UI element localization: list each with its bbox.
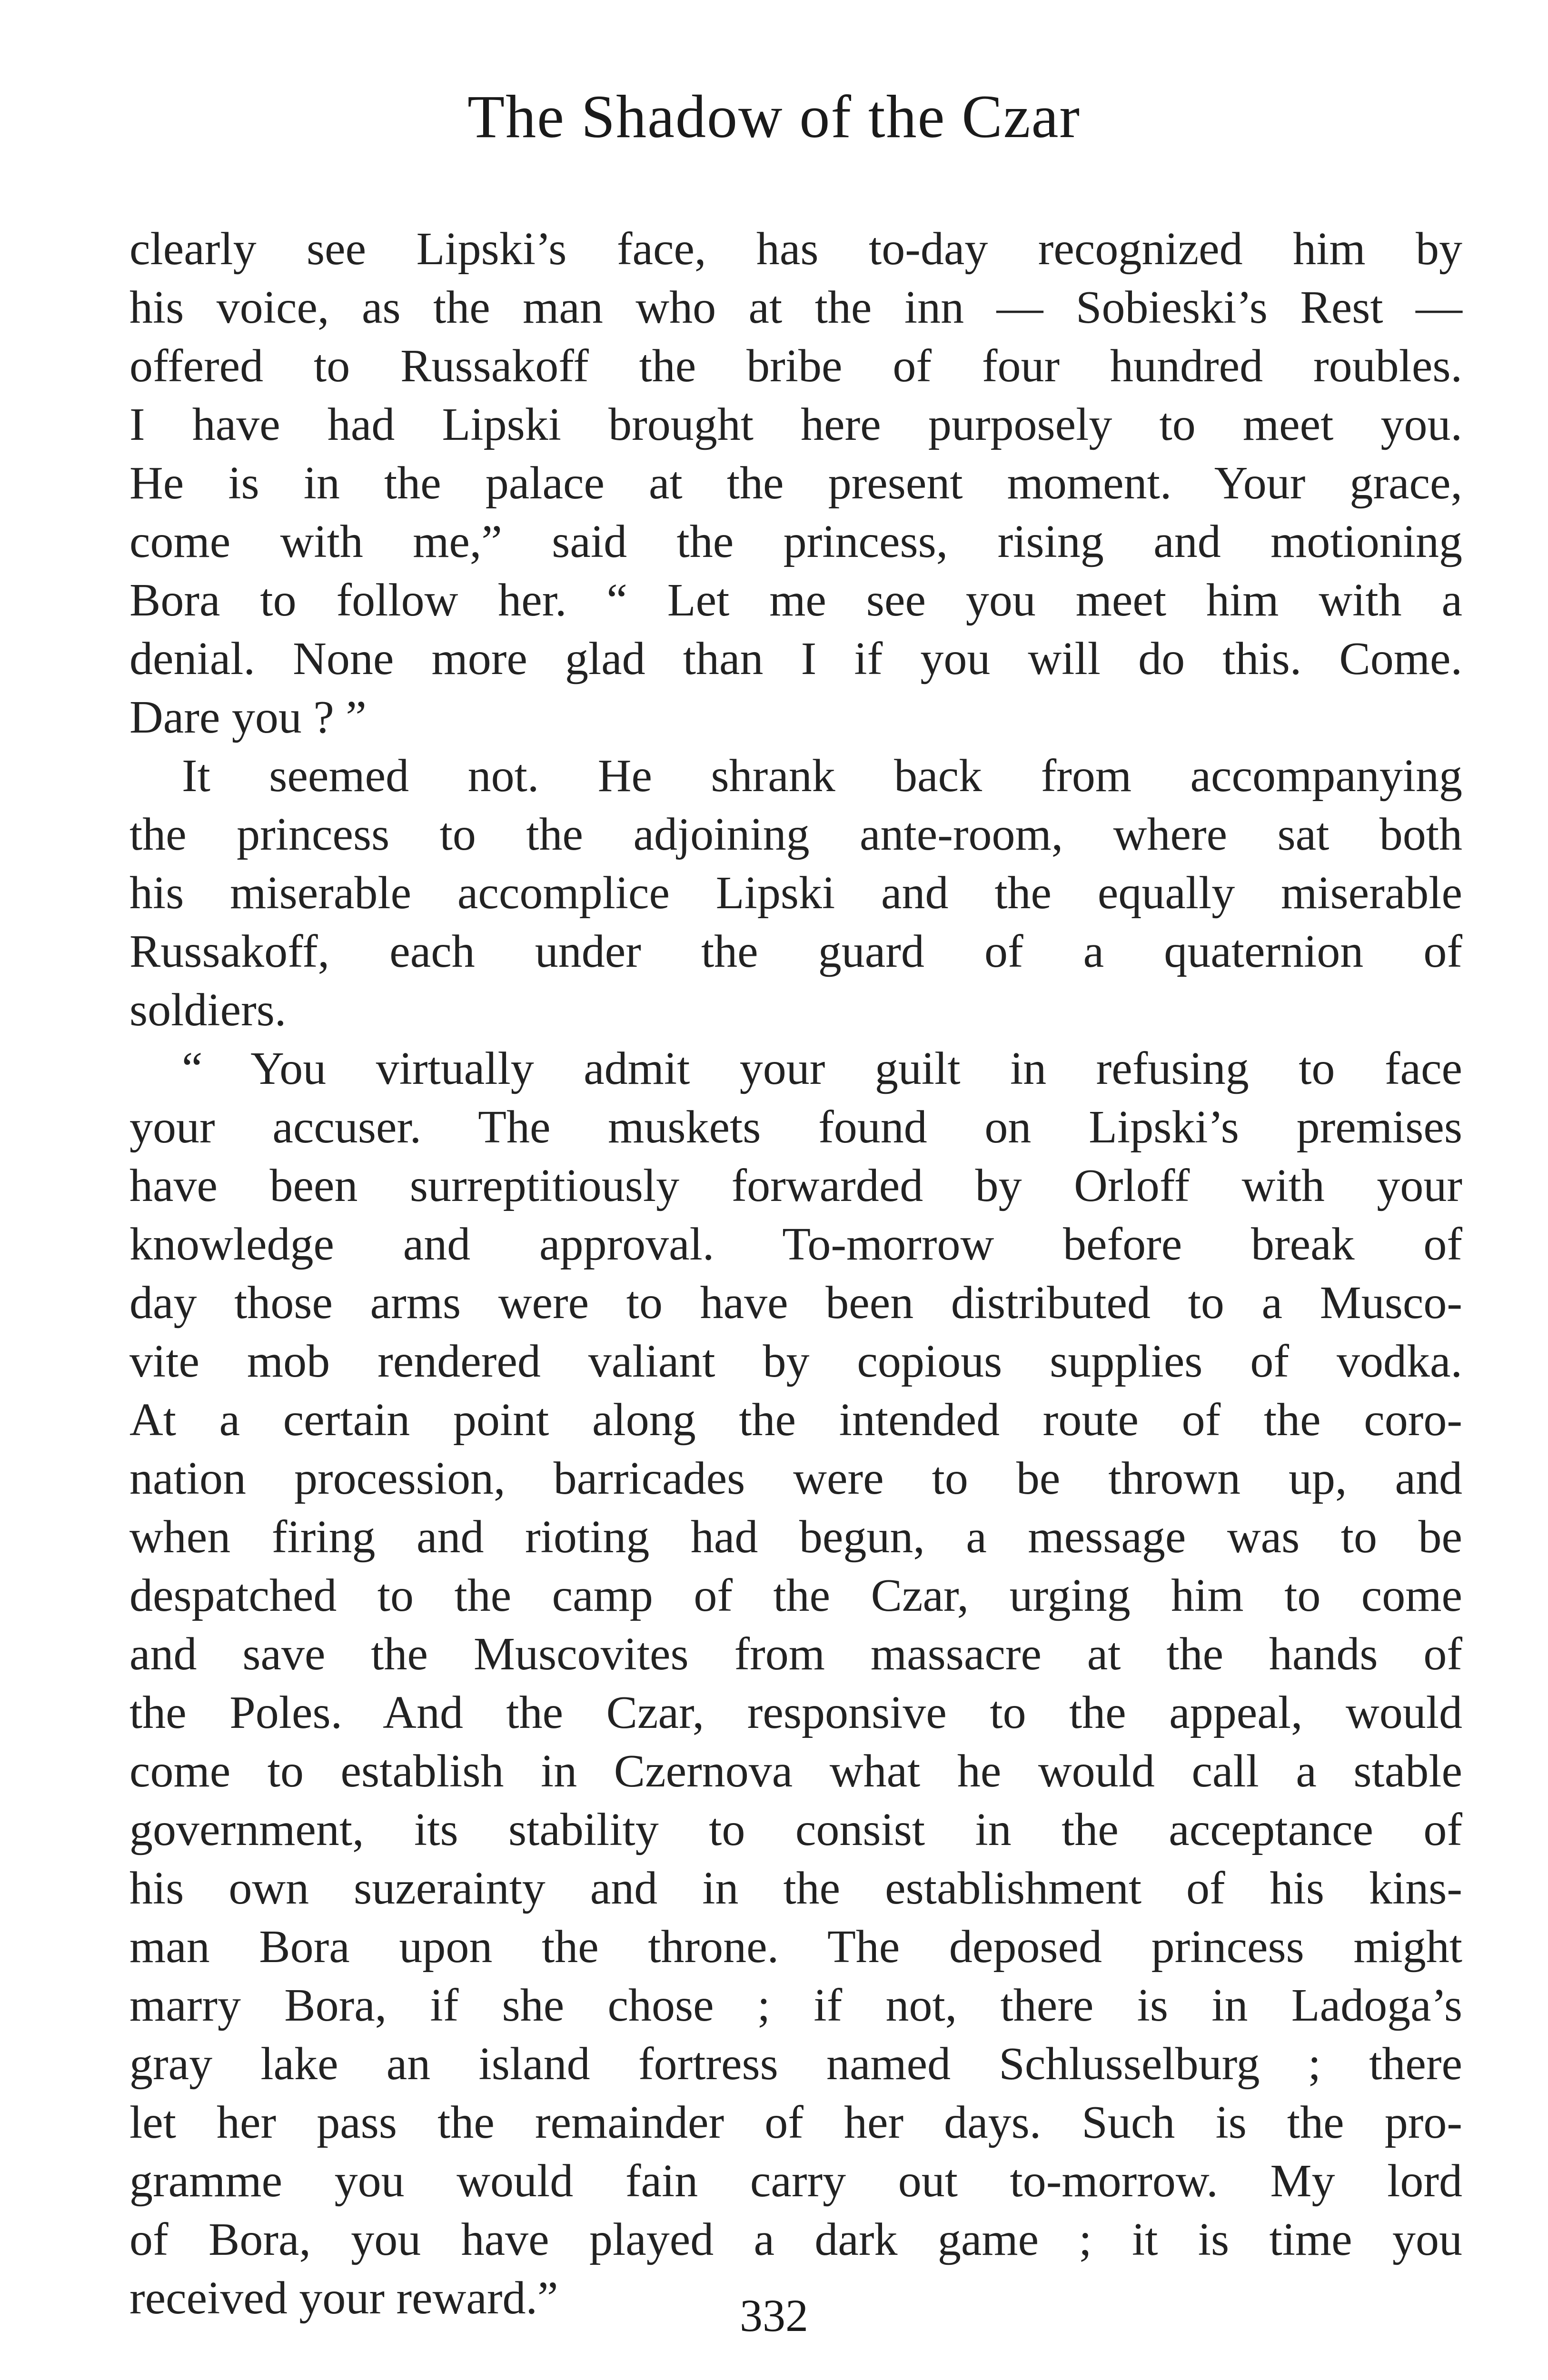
text-line: marry Bora, if she chose ; if not, there is in Ladoga’s	[129, 1980, 1462, 2031]
page-number: 332	[740, 2290, 808, 2341]
text-line: man Bora upon the throne. The deposed princess might	[129, 1921, 1462, 1973]
paragraph-3	[129, 1040, 1462, 2328]
text-line: nation procession, barricades were to be thrown up, and	[129, 1453, 1462, 1504]
text-line: the Poles. And the Czar, responsive to the appeal, would	[129, 1687, 1462, 1738]
text-line: Russakoff, each under the guard of a quaternion of	[129, 926, 1462, 977]
text-line: come to establish in Czernova what he would call a stable	[129, 1745, 1462, 1797]
text-line: He is in the palace at the present moment. Your grace,	[129, 457, 1462, 509]
text-line: day those arms were to have been distributed to a Musco-	[129, 1277, 1462, 1329]
text-line: offered to Russakoff the bribe of four hundred roubles.	[129, 340, 1462, 392]
running-title: The Shadow of the Czar	[467, 83, 1081, 150]
text-line: and save the Muscovites from massacre at the hands of	[129, 1628, 1462, 1680]
paragraph-2	[129, 747, 1462, 1040]
text-line: Bora to follow her. “ Let me see you meet him with a	[129, 575, 1462, 626]
text-line: the princess to the adjoining ante-room, where sat both	[129, 809, 1462, 860]
text-line: have been surreptitiously forwarded by Orloff with your	[129, 1160, 1462, 1211]
text-line: his own suzerainty and in the establishment of his kins-	[129, 1863, 1462, 1914]
text-line: I have had Lipski brought here purposely to meet you.	[129, 399, 1462, 450]
text-line: when firing and rioting had begun, a message was to be	[129, 1511, 1462, 1563]
text-line: denial. None more glad than I if you will do this. Come.	[129, 633, 1462, 684]
text-line: come with me,” said the princess, rising and motioning	[129, 516, 1462, 567]
text-line: his voice, as the man who at the inn — Sobieski’s Rest —	[129, 282, 1462, 333]
text-line: received your reward.”	[129, 2272, 558, 2324]
text-line: despatched to the camp of the Czar, urging him to come	[129, 1570, 1462, 1621]
text-line: gray lake an island fortress named Schlusselburg ; there	[129, 2038, 1462, 2090]
text-line: your accuser. The muskets found on Lipski’s premises	[129, 1101, 1462, 1153]
text-line: Dare you ? ”	[129, 692, 367, 743]
text-line: his miserable accomplice Lipski and the equally miserable	[129, 867, 1462, 919]
text-line: government, its stability to consist in the acceptance of	[129, 1804, 1462, 1855]
text-line: vite mob rendered valiant by copious supplies of vodka.	[129, 1336, 1462, 1387]
text-line: let her pass the remainder of her days. Such is the pro-	[129, 2097, 1462, 2148]
text-line: It seemed not. He shrank back from accompanying	[182, 750, 1462, 802]
text-line: clearly see Lipski’s face, has to-day recognized him by	[129, 223, 1462, 275]
text-line: soldiers.	[129, 984, 287, 1036]
paragraph-1	[129, 220, 1462, 747]
text-line: knowledge and approval. To-morrow before break of	[129, 1219, 1462, 1270]
text-line: of Bora, you have played a dark game ; it is time you	[129, 2214, 1462, 2265]
body-text	[129, 220, 1462, 2328]
text-line: “ You virtually admit your guilt in refusing to face	[182, 1043, 1462, 1094]
text-line: gramme you would fain carry out to-morrow. My lord	[129, 2155, 1462, 2207]
text-line: At a certain point along the intended route of the coro-	[129, 1394, 1462, 1446]
